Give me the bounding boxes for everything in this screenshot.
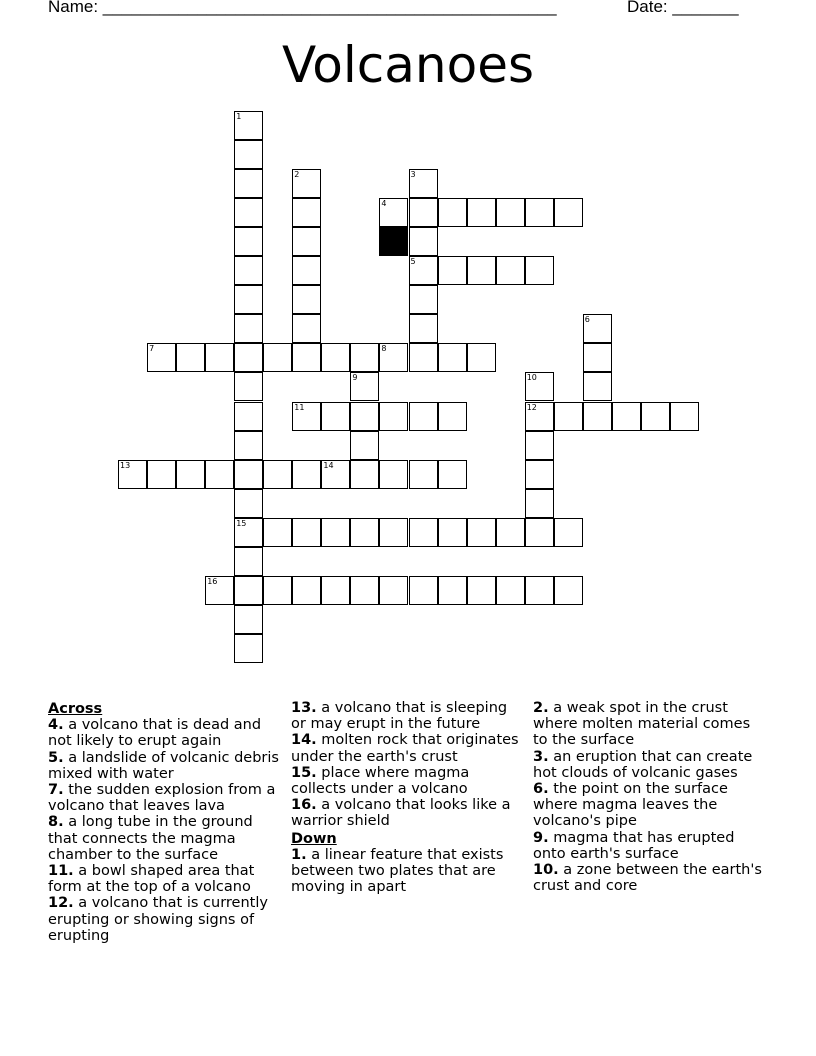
clue-number: 3 <box>410 170 416 180</box>
clue-item-number: 13. <box>291 700 317 716</box>
grid-cell[interactable] <box>234 576 263 605</box>
clue-item: 14. molten rock that originates under the earth's crust <box>291 732 519 765</box>
down-clue-list-continued <box>533 700 765 894</box>
grid-cell[interactable] <box>234 431 263 460</box>
clue-item: 12. a volcano that is currently erupting or showing signs of erupting <box>48 895 268 944</box>
grid-cell[interactable] <box>147 343 176 372</box>
grid-cell[interactable] <box>292 343 321 372</box>
grid-cell[interactable] <box>670 402 699 431</box>
black-cell <box>379 227 408 256</box>
grid-cell[interactable] <box>438 198 467 227</box>
grid-cell[interactable] <box>525 402 554 431</box>
grid-cell[interactable] <box>234 518 263 547</box>
grid-cell[interactable] <box>350 343 379 372</box>
clue-item-number: 14. <box>291 732 317 749</box>
clue-item: 16. a volcano that looks like a warrior shield <box>291 797 511 830</box>
grid-cell[interactable] <box>554 576 583 605</box>
clue-number: 5 <box>410 257 416 267</box>
clue-item: 8. a long tube in the ground that connects the magma chamber to the surface <box>48 814 253 863</box>
grid-cell[interactable] <box>525 431 554 460</box>
grid-cell[interactable] <box>292 256 321 285</box>
grid-cell[interactable] <box>234 285 263 314</box>
clue-number: 2 <box>294 170 300 180</box>
clue-item: 6. the point on the surface where magma leaves the volcano's pipe <box>533 781 728 830</box>
clue-item-number: 11. <box>48 863 74 880</box>
grid-cell[interactable] <box>583 372 612 401</box>
grid-cell[interactable] <box>263 576 292 605</box>
grid-cell[interactable] <box>438 402 467 431</box>
grid-cell[interactable] <box>379 576 408 605</box>
grid-cell[interactable] <box>234 605 263 634</box>
grid-cell[interactable] <box>496 198 525 227</box>
clue-item: 10. a zone between the earth's crust and core <box>533 862 762 895</box>
grid-cell[interactable] <box>583 402 612 431</box>
grid-cell[interactable] <box>350 460 379 489</box>
grid-cell[interactable] <box>292 227 321 256</box>
clue-item: 15. place where magma collects under a volcano <box>291 764 470 798</box>
grid-cell[interactable] <box>525 256 554 285</box>
clue-number: 7 <box>149 344 155 354</box>
grid-cell[interactable] <box>496 518 525 547</box>
clue-item-number: 6. <box>533 781 549 798</box>
grid-cell[interactable] <box>292 285 321 314</box>
grid-cell[interactable] <box>409 256 438 285</box>
grid-cell[interactable] <box>379 518 408 547</box>
clue-number: 8 <box>381 344 387 354</box>
grid-cell[interactable] <box>409 402 438 431</box>
grid-cell[interactable] <box>525 372 554 401</box>
grid-cell[interactable] <box>409 227 438 256</box>
clue-item-number: 12. <box>48 895 74 912</box>
grid-cell[interactable] <box>147 460 176 489</box>
clue-number: 11 <box>294 402 305 412</box>
grid-cell[interactable] <box>525 198 554 227</box>
grid-cell[interactable] <box>525 489 554 518</box>
grid-cell[interactable] <box>234 372 263 401</box>
grid-cell[interactable] <box>525 518 554 547</box>
clue-item: 5. a landslide of volcanic debris mixed with water <box>48 749 279 782</box>
grid-cell[interactable] <box>438 460 467 489</box>
grid-cell[interactable] <box>379 460 408 489</box>
grid-cell[interactable] <box>234 314 263 343</box>
clue-item-number: 5. <box>48 749 64 766</box>
page-title: Volcanoes <box>281 36 535 94</box>
grid-cell[interactable] <box>583 314 612 343</box>
clue-item-number: 10. <box>533 862 559 879</box>
grid-cell[interactable] <box>292 198 321 227</box>
clue-column-2 <box>291 700 523 895</box>
grid-cell[interactable] <box>234 547 263 576</box>
clue-column-1 <box>48 700 280 944</box>
grid-cell[interactable] <box>205 343 234 372</box>
clue-number: 9 <box>352 373 358 383</box>
clue-item: 9. magma that has erupted onto earth's surface <box>533 829 735 862</box>
clue-number: 6 <box>584 315 590 325</box>
clue-item: 7. the sudden explosion from a volcano that leaves lava <box>48 782 276 815</box>
clue-number: 10 <box>526 373 537 383</box>
grid-cell[interactable] <box>409 314 438 343</box>
clue-column-3 <box>533 700 765 894</box>
grid-cell[interactable] <box>234 634 263 663</box>
grid-cell[interactable] <box>350 431 379 460</box>
grid-cell[interactable] <box>292 518 321 547</box>
clue-item-number: 2. <box>533 700 549 716</box>
grid-cell[interactable] <box>467 198 496 227</box>
grid-cell[interactable] <box>467 518 496 547</box>
grid-cell[interactable] <box>292 576 321 605</box>
grid-cell[interactable] <box>496 256 525 285</box>
grid-cell[interactable] <box>438 518 467 547</box>
grid-cell[interactable] <box>263 518 292 547</box>
across-heading: Across <box>48 701 103 717</box>
grid-cell[interactable] <box>409 169 438 198</box>
clue-item: 11. a bowl shaped area that form at the top of a volcano <box>48 863 255 896</box>
grid-cell[interactable] <box>321 460 350 489</box>
grid-cell[interactable] <box>118 460 147 489</box>
clue-item-number: 7. <box>48 782 64 799</box>
clue-number: 1 <box>236 112 242 121</box>
grid-cell[interactable] <box>350 576 379 605</box>
across-clue-list-continued <box>291 700 523 830</box>
name-field-label[interactable]: Name: ________________________________________________ <box>48 0 557 16</box>
grid-cell[interactable] <box>234 198 263 227</box>
across-clue-list <box>48 717 280 944</box>
grid-cell[interactable] <box>292 169 321 198</box>
grid-cell[interactable] <box>554 402 583 431</box>
grid-cell[interactable] <box>205 460 234 489</box>
clue-item: 13. a volcano that is sleeping or may erupt in the future <box>291 700 508 733</box>
grid-cell[interactable] <box>234 169 263 198</box>
grid-cell[interactable] <box>409 343 438 372</box>
grid-cell[interactable] <box>409 576 438 605</box>
clue-item: 2. a weak spot in the crust where molten material comes to the surface <box>533 700 751 749</box>
grid-cell[interactable] <box>438 343 467 372</box>
grid-cell[interactable] <box>234 111 263 140</box>
clue-item: 3. an eruption that can create hot clouds of volcanic gases <box>533 748 753 781</box>
grid-cell[interactable] <box>321 402 350 431</box>
grid-cell[interactable] <box>321 576 350 605</box>
clue-item: 4. a volcano that is dead and not likely to erupt again <box>48 717 262 750</box>
grid-cell[interactable] <box>234 489 263 518</box>
grid-cell[interactable] <box>612 402 641 431</box>
grid-cell[interactable] <box>350 402 379 431</box>
clue-item: 1. a linear feature that exists between two plates that are moving in apart <box>291 846 504 896</box>
grid-cell[interactable] <box>321 343 350 372</box>
grid-cell[interactable] <box>234 140 263 169</box>
clue-number: 12 <box>526 402 537 412</box>
grid-cell[interactable] <box>234 343 263 372</box>
clue-item-number: 3. <box>533 748 549 765</box>
grid-cell[interactable] <box>379 402 408 431</box>
grid-cell[interactable] <box>379 198 408 227</box>
grid-cell[interactable] <box>292 460 321 489</box>
grid-cell[interactable] <box>409 198 438 227</box>
clue-item-number: 1. <box>291 846 307 863</box>
grid-cell[interactable] <box>525 576 554 605</box>
grid-cell[interactable] <box>438 576 467 605</box>
clue-item-number: 4. <box>48 717 64 734</box>
grid-cell[interactable] <box>583 343 612 372</box>
down-heading: Down <box>291 830 337 847</box>
grid-cell[interactable] <box>525 460 554 489</box>
grid-cell[interactable] <box>554 518 583 547</box>
grid-cell[interactable] <box>234 256 263 285</box>
grid-cell[interactable] <box>641 402 670 431</box>
grid-cell[interactable] <box>467 343 496 372</box>
grid-cell[interactable] <box>292 314 321 343</box>
down-clue-list <box>291 847 523 896</box>
clue-item-number: 15. <box>291 764 317 781</box>
grid-cell[interactable] <box>409 460 438 489</box>
grid-cell[interactable] <box>350 372 379 401</box>
grid-cell[interactable] <box>234 402 263 431</box>
grid-cell[interactable] <box>496 576 525 605</box>
clue-item-number: 9. <box>533 829 549 846</box>
clue-number: 4 <box>381 199 387 209</box>
date-field-label[interactable]: Date: _______ <box>627 0 739 16</box>
grid-cell[interactable] <box>409 518 438 547</box>
grid-cell[interactable] <box>234 227 263 256</box>
clue-item-number: 8. <box>48 814 64 831</box>
grid-cell[interactable] <box>205 576 234 605</box>
grid-cell[interactable] <box>321 518 350 547</box>
grid-cell[interactable] <box>467 576 496 605</box>
grid-cell[interactable] <box>263 460 292 489</box>
clue-number: 13 <box>120 460 131 470</box>
grid-cell[interactable] <box>234 460 263 489</box>
grid-cell[interactable] <box>467 256 496 285</box>
grid-cell[interactable] <box>379 343 408 372</box>
grid-cell[interactable] <box>350 518 379 547</box>
grid-cell[interactable] <box>176 343 205 372</box>
clue-number: 16 <box>207 576 218 586</box>
grid-cell[interactable] <box>292 402 321 431</box>
clue-number: 15 <box>236 518 247 528</box>
grid-cell[interactable] <box>554 198 583 227</box>
grid-cell[interactable] <box>263 343 292 372</box>
clue-number: 14 <box>323 460 334 470</box>
grid-cell[interactable] <box>176 460 205 489</box>
clue-item-number: 16. <box>291 797 317 814</box>
grid-cell[interactable] <box>409 285 438 314</box>
grid-cell[interactable] <box>438 256 467 285</box>
